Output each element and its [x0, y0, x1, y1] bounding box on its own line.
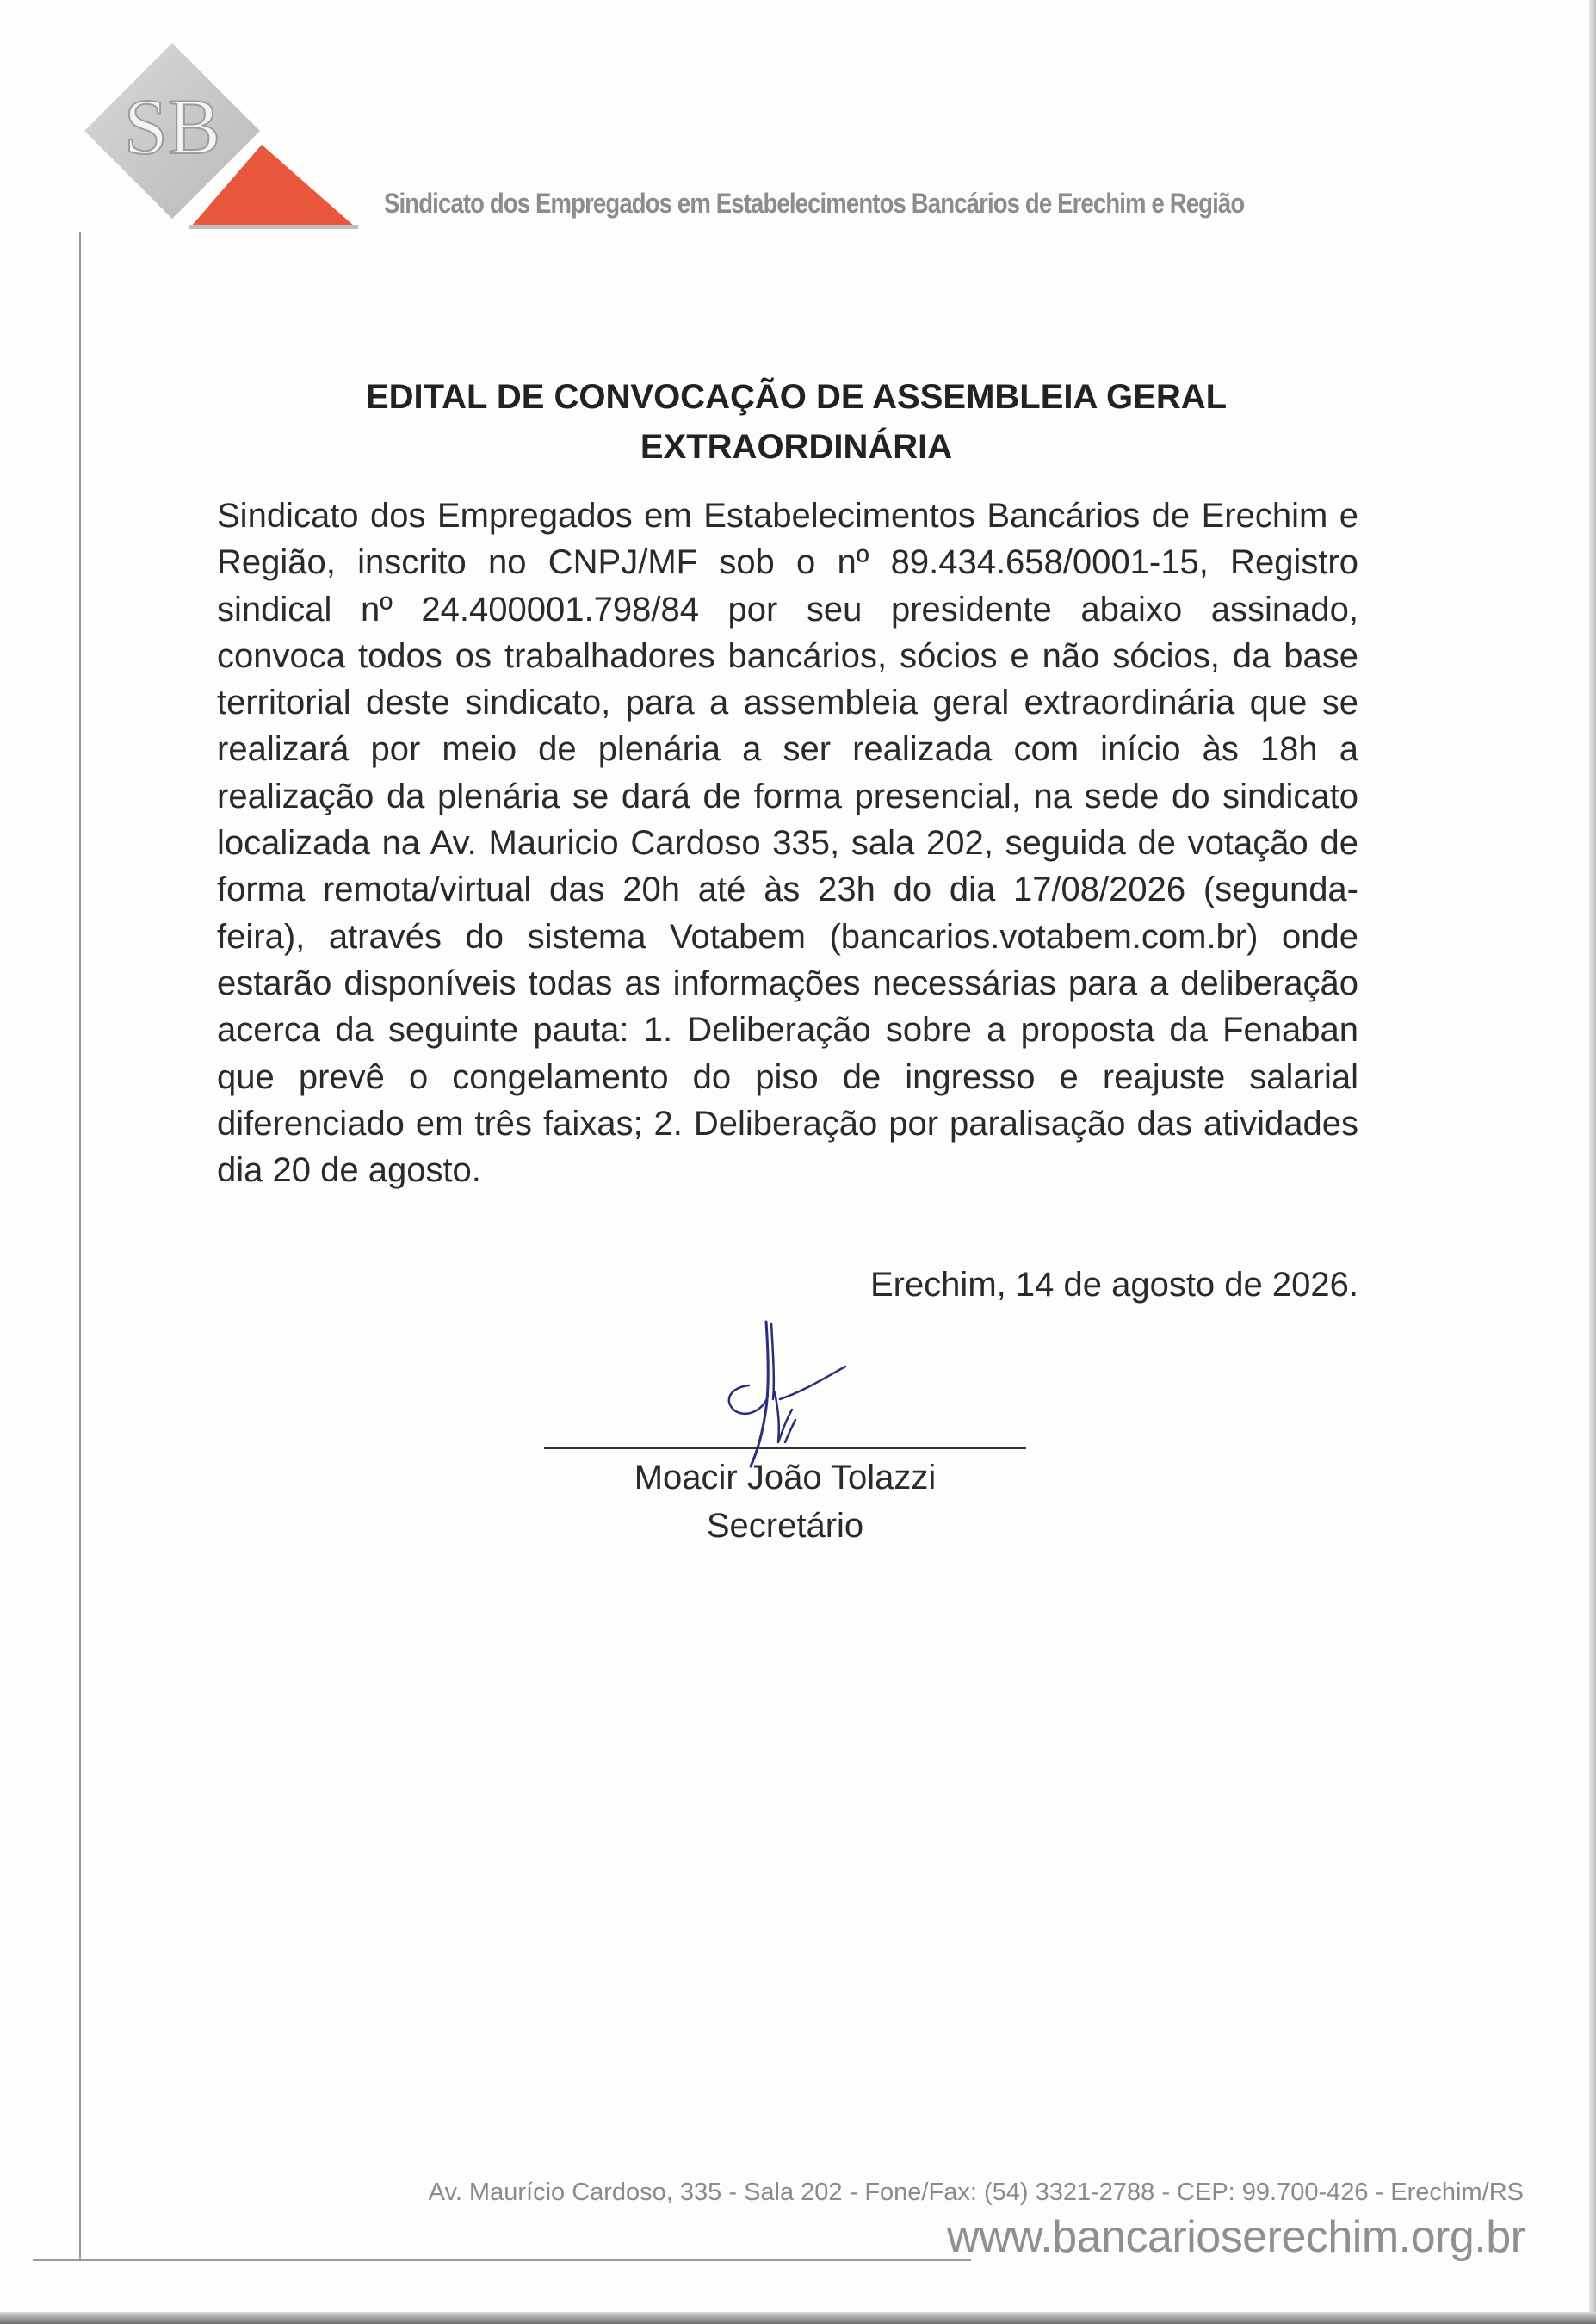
handwritten-signature [706, 1313, 861, 1468]
title-line-2: EXTRAORDINÁRIA [640, 428, 953, 466]
page-bottom-shadow [0, 2312, 1596, 2324]
footer-address: Av. Maurício Cardoso, 335 - Sala 202 - Fone/Fax: (54) 3321-2788 - CEP: 99.700-426 - Erechim/RS [428, 2178, 1524, 2206]
org-name: Sindicato dos Empregados em Estabelecimentos Bancários de Erechim e Região [384, 188, 1245, 219]
document-title [215, 372, 1377, 472]
union-logo [77, 41, 362, 239]
logo-initials: SB [123, 83, 221, 170]
frame-left-rule [79, 232, 81, 2260]
frame-bottom-rule [33, 2259, 971, 2261]
footer-website: www.bancarioserechim.org.br [947, 2212, 1525, 2262]
signer-role: Secretário [706, 1507, 864, 1545]
date-line: Erechim, 14 de agosto de 2026. [869, 1266, 1358, 1304]
page-edge-shadow [1589, 0, 1596, 2324]
signer-name: Moacir João Tolazzi [634, 1459, 937, 1497]
title-line-1: EDITAL DE CONVOCAÇÃO DE ASSEMBLEIA GERAL [365, 378, 1228, 416]
convocation-paragraph: Sindicato dos Empregados em Estabelecimentos Bancários de Erechim e Região, inscrito no CNPJ/MF sob o nº 89.434.658/0001-15, Registro sindical nº 24.400001.798/84 por seu presidente abaixo assinado, convoca todos os trabalhadores bancários, sócios e não sócios, da base territorial deste sindicato, para a assembleia geral extraordinária que se realizará por meio de plenária a ser realizada com início às 18h a realização da plenária se dará de forma presencial, na sede do sindicato localizada na Av. Mauricio Cardoso 335, sala 202, seguida de votação de forma remota/virtual das 20h até às 23h do dia 17/08/2026 (segunda-feira), através do sistema Votabem (bancarios.votabem.com.br) onde estarão disponíveis todas as informações necessárias para a deliberação acerca da seguinte pauta: 1. Deliberação sobre a proposta da Fenaban que prevê o congelamento do piso de ingresso e reajuste salarial diferenciado em três faixas; 2. Deliberação por paralisação das atividades dia 20 de agosto. [217, 497, 1358, 1190]
signature-line [544, 1447, 1026, 1449]
